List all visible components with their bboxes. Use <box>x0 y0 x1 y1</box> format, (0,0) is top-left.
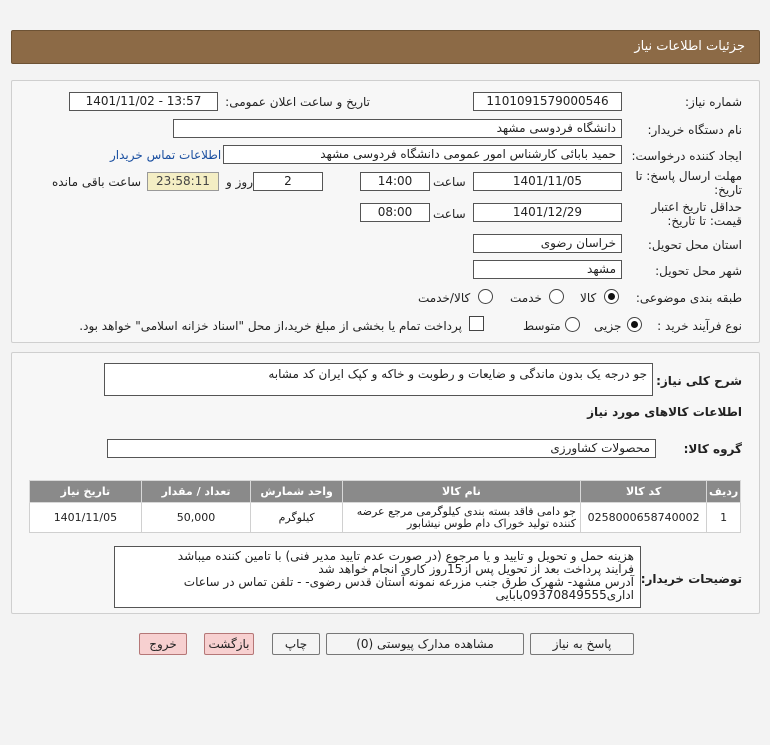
cell-unit: کیلوگرم <box>251 503 343 533</box>
need-number-field[interactable]: 1101091579000546 <box>473 92 622 111</box>
goods-table <box>29 480 741 533</box>
price-validity-label: حداقل تاریخ اعتبار <box>651 200 742 214</box>
category-radio-goods[interactable] <box>604 289 619 304</box>
column-header-name: نام کالا <box>342 481 580 503</box>
column-header-date: تاریخ نیاز <box>30 481 142 503</box>
category-option-goods-service: کالا/خدمت <box>418 291 471 305</box>
purchase-option-medium: متوسط <box>523 319 561 333</box>
summary-label: شرح کلی نیاز: <box>656 374 742 388</box>
announce-field[interactable]: 1401/11/02 - 13:57 <box>69 92 218 111</box>
table-row[interactable] <box>30 503 741 533</box>
reply-button[interactable]: پاسخ به نیاز <box>530 633 634 655</box>
remaining-time-field: 23:58:11 <box>147 172 219 191</box>
buyer-notes-field[interactable]: هزینه حمل و تحویل و تایید و یا مرجوع (در صورت عدم تایید مدیر فنی) با تامین کننده میباشد فرایند پرداخت بعد از تحویل پس از15روز کاری انجام خواهد شد آدرس مشهد- شهرک طرق جنب مزرعه نمونه آستان قدس رضوی- - تلفن تماس در ساعات اداری09370849555بابایی <box>114 546 641 608</box>
city-field[interactable]: مشهد <box>473 260 622 279</box>
treasury-payment-checkbox[interactable] <box>469 316 484 331</box>
announce-label: تاریخ و ساعت اعلان عمومی: <box>225 95 370 109</box>
buyer-org-label: نام دستگاه خریدار: <box>647 123 742 137</box>
buyer-org-field[interactable]: دانشگاه فردوسی مشهد <box>173 119 622 138</box>
buyer-notes-label: توضیحات خریدار: <box>640 572 742 586</box>
days-field[interactable]: 2 <box>253 172 323 191</box>
price-time-label: ساعت <box>433 207 466 221</box>
category-label: طبقه بندی موضوعی: <box>635 291 742 305</box>
exit-button[interactable]: خروج <box>139 633 187 655</box>
category-option-goods: کالا <box>580 291 597 305</box>
reply-time-label: ساعت <box>433 175 466 189</box>
reply-deadline-label-2: تاریخ: <box>714 183 742 197</box>
city-label: شهر محل تحویل: <box>655 264 742 278</box>
remaining-label: ساعت باقی مانده <box>52 175 142 189</box>
category-option-service: خدمت <box>510 291 542 305</box>
reply-time-field[interactable]: 14:00 <box>360 172 430 191</box>
back-button[interactable]: بازگشت <box>204 633 254 655</box>
column-header-row: ردیف <box>707 481 741 503</box>
reply-date-field[interactable]: 1401/11/05 <box>473 172 622 191</box>
purchase-radio-minor[interactable] <box>627 317 642 332</box>
page-header <box>11 30 760 64</box>
cell-qty: 50,000 <box>141 503 251 533</box>
purchase-type-label: نوع فرآیند خرید : <box>657 319 742 333</box>
purchase-option-minor: جزیی <box>594 319 622 333</box>
goods-group-label: گروه کالا: <box>683 442 742 456</box>
category-radio-goods-service[interactable] <box>478 289 493 304</box>
attachments-button[interactable]: مشاهده مدارک پیوستی (0) <box>326 633 524 655</box>
buyer-contact-link[interactable]: اطلاعات تماس خریدار <box>110 148 222 162</box>
reply-deadline-label: مهلت ارسال پاسخ: تا <box>635 169 742 183</box>
print-button[interactable]: چاپ <box>272 633 320 655</box>
purchase-radio-medium[interactable] <box>565 317 580 332</box>
column-header-unit: واحد شمارش <box>251 481 343 503</box>
treasury-payment-note: پرداخت تمام یا بخشی از مبلغ خرید،از محل "اسناد خزانه اسلامی" خواهد بود. <box>79 319 462 333</box>
creator-field[interactable]: حمید بابائی کارشناس امور عمومی دانشگاه فردوسی مشهد <box>223 145 622 164</box>
province-field[interactable]: خراسان رضوی <box>473 234 622 253</box>
cell-name: جو دامی فاقد بسته بندی کیلوگرمی مرجع عرضه کننده تولید خوراک دام طوس نیشابور <box>342 503 580 533</box>
page-title: جزئیات اطلاعات نیاز <box>634 39 745 54</box>
creator-label: ایجاد کننده درخواست: <box>631 149 742 163</box>
column-header-qty: تعداد / مقدار <box>141 481 251 503</box>
need-number-label: شماره نیاز: <box>685 95 742 109</box>
price-time-field[interactable]: 08:00 <box>360 203 430 222</box>
price-validity-label-2: قیمت: تا تاریخ: <box>667 214 742 228</box>
days-label: روز و <box>226 175 253 189</box>
province-label: استان محل تحویل: <box>647 238 742 252</box>
goods-table-header <box>30 481 741 503</box>
summary-field[interactable]: جو درجه یک بدون ماندگی و ضایعات و رطوبت و خاکه و کپک ایران کد مشابه <box>104 363 653 396</box>
price-date-field[interactable]: 1401/12/29 <box>473 203 622 222</box>
column-header-code: کد کالا <box>580 481 706 503</box>
cell-code: 0258000658740002 <box>580 503 706 533</box>
goods-section-title: اطلاعات کالاهای مورد نیاز <box>587 405 742 419</box>
cell-date: 1401/11/05 <box>30 503 142 533</box>
goods-group-field[interactable]: محصولات کشاورزی <box>107 439 656 458</box>
cell-row: 1 <box>707 503 741 533</box>
category-radio-service[interactable] <box>549 289 564 304</box>
